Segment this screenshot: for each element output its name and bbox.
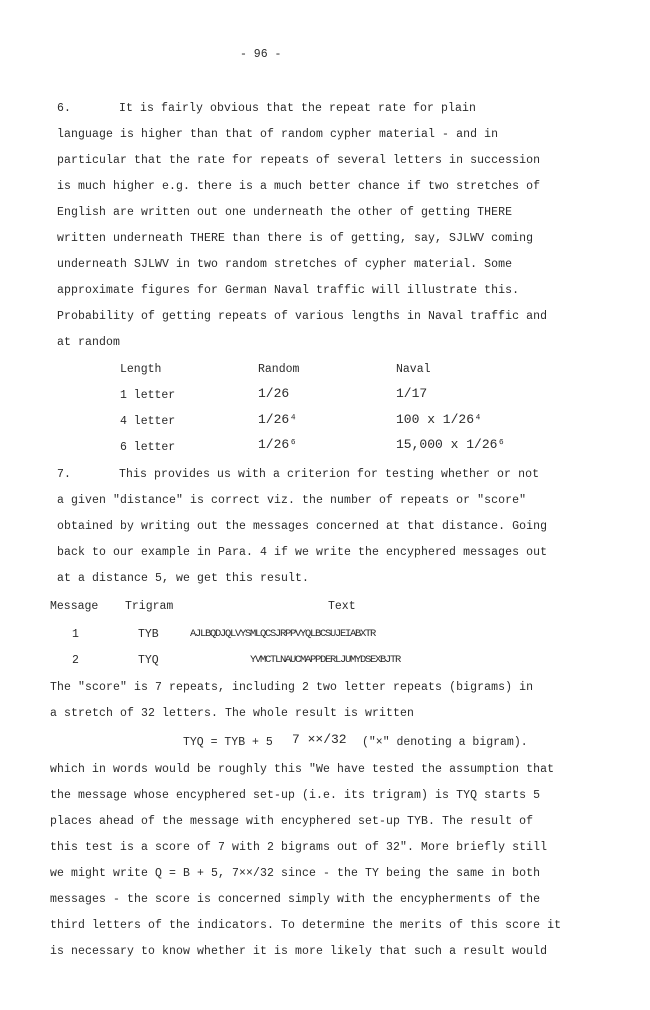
body-line: places ahead of the message with encyphered set-up TYB. The result of — [50, 815, 534, 828]
para6-number: 6. — [57, 102, 72, 115]
prob-row-length: 6 letter — [120, 441, 176, 454]
body-line: messages - the score is concerned simply with the encypherments of the — [50, 893, 541, 906]
msg-row-trigram: TYB — [138, 628, 159, 641]
formula-expr: TYQ = TYB + 5 — [183, 736, 273, 749]
para6-line: particular that the rate for repeats of several letters in succession — [57, 154, 541, 167]
body-line: we might write Q = B + 5, 7××/32 since - the TY being the same in both — [50, 867, 541, 880]
msg-header-text: Text — [328, 600, 356, 613]
para6-line: at random — [57, 336, 121, 349]
prob-row-naval: 1/17 — [396, 386, 428, 401]
formula-score: 7 ××/32 — [292, 732, 347, 747]
para7-line: obtained by writing out the messages concerned at that distance. Going — [57, 520, 548, 533]
msg-row-trigram: TYQ — [138, 654, 159, 667]
para6-line — [57, 102, 476, 115]
body-line: third letters of the indicators. To determine the merits of this score it — [50, 919, 562, 932]
prob-row-length: 1 letter — [120, 389, 176, 402]
prob-row-naval: 100 x 1/26⁴ — [396, 412, 482, 427]
msg-row-text: YVMCTLNAUCMAPPDERLJUMYDSEXBJTR — [250, 654, 401, 666]
para6-line: approximate figures for German Naval traffic will illustrate this. — [57, 284, 520, 297]
msg-row-number: 2 — [72, 654, 79, 667]
body-line: The "score" is 7 repeats, including 2 two letter repeats (bigrams) in — [50, 681, 534, 694]
para6-line: English are written out one underneath the other of getting THERE — [57, 206, 513, 219]
para6-line: written underneath THERE than there is of getting, say, SJLWV coming — [57, 232, 534, 245]
msg-header-trigram: Trigram — [125, 600, 174, 613]
para7-line: a given "distance" is correct viz. the number of repeats or "score" — [57, 494, 527, 507]
body-line: the message whose encyphered set-up (i.e. its trigram) is TYQ starts 5 — [50, 789, 541, 802]
para6-line: Probability of getting repeats of various lengths in Naval traffic and — [57, 310, 548, 323]
para7-line: back to our example in Para. 4 if we write the encyphered messages out — [57, 546, 548, 559]
para7-line-text: This provides us with a criterion for testing whether or not — [119, 468, 540, 481]
prob-row-length: 4 letter — [120, 415, 176, 428]
msg-row-number: 1 — [72, 628, 79, 641]
para6-line: is much higher e.g. there is a much better chance if two stretches of — [57, 180, 541, 193]
para7-line — [57, 468, 539, 481]
prob-row-random: 1/26 — [258, 386, 290, 401]
para7-line: at a distance 5, we get this result. — [57, 572, 310, 585]
para7-number: 7. — [57, 468, 72, 481]
prob-header-random: Random — [258, 363, 300, 376]
body-line: is necessary to know whether it is more likely that such a result would — [50, 945, 548, 958]
para6-line-text: It is fairly obvious that the repeat rate for plain — [119, 102, 477, 115]
para6-line: language is higher than that of random cypher material - and in — [57, 128, 499, 141]
msg-header-message: Message — [50, 600, 99, 613]
prob-header-length: Length — [120, 363, 162, 376]
prob-row-random: 1/26⁴ — [258, 412, 298, 427]
formula-note: ("×" denoting a bigram). — [362, 736, 528, 749]
para6-line: underneath SJLWV in two random stretches of cypher material. Some — [57, 258, 513, 271]
body-line: a stretch of 32 letters. The whole result is written — [50, 707, 415, 720]
page-number: - 96 - — [240, 48, 282, 61]
prob-row-random: 1/26⁶ — [258, 437, 298, 452]
prob-header-naval: Naval — [396, 363, 431, 376]
prob-row-naval: 15,000 x 1/26⁶ — [396, 437, 506, 452]
body-line: which in words would be roughly this "We have tested the assumption that — [50, 763, 555, 776]
msg-row-text: AJLBQDJQLVYSMLQCSJRPPVYQLBCSUJEIABXTR — [190, 628, 376, 640]
body-line: this test is a score of 7 with 2 bigrams out of 32". More briefly still — [50, 841, 548, 854]
